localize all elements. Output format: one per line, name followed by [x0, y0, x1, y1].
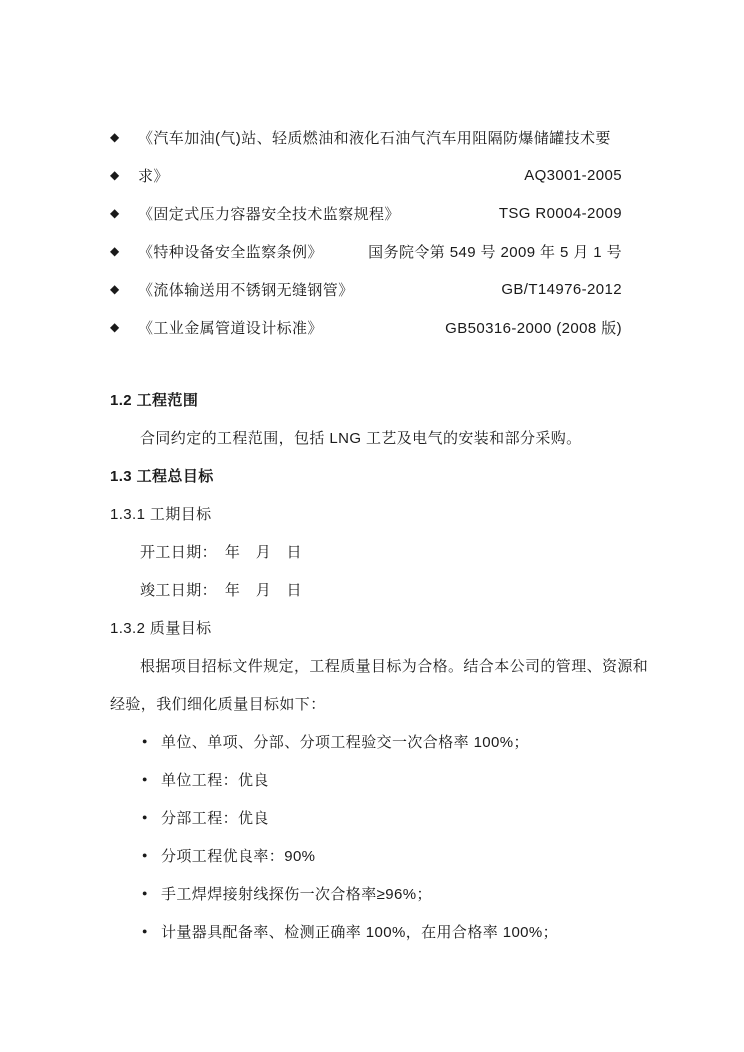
reference-item: [110, 156, 622, 194]
reference-item: [110, 194, 622, 232]
reference-title: 求》: [138, 167, 169, 185]
list-item: [110, 874, 622, 912]
quality-intro-line-1: 根据项目招标文件规定，工程质量目标为合格。结合本公司的管理、资源和: [140, 657, 649, 675]
list-item-text: 分项工程优良率：90%: [161, 847, 316, 865]
list-item-text: 单位、单项、分部、分项工程验交一次合格率 100%；: [161, 733, 529, 751]
dot-bullet-icon: ●: [142, 736, 148, 746]
quality-target-list: [110, 722, 622, 950]
reference-code: AQ3001-2005: [524, 166, 622, 184]
reference-item: [110, 118, 622, 156]
dot-bullet-icon: ●: [142, 888, 148, 898]
reference-code: GB50316-2000 (2008 版): [445, 319, 622, 337]
reference-title: 《固定式压力容器安全技术监察规程》: [138, 205, 400, 223]
list-item: [110, 836, 622, 874]
reference-title: 《流体输送用不锈钢无缝钢管》: [138, 281, 354, 299]
dot-bullet-icon: ●: [142, 774, 148, 784]
list-item: [110, 798, 622, 836]
section-heading-1-3: 1.3 工程总目标: [110, 467, 214, 485]
dot-bullet-icon: ●: [142, 850, 148, 860]
reference-code: 国务院令第 549 号 2009 年 5 月 1 号: [368, 243, 622, 261]
diamond-bullet-icon: ◆: [110, 206, 120, 220]
list-item-text: 手工焊焊接射线探伤一次合格率≥96%；: [161, 885, 432, 903]
dot-bullet-icon: ●: [142, 926, 148, 936]
diamond-bullet-icon: ◆: [110, 168, 120, 182]
reference-code: TSG R0004-2009: [498, 204, 622, 222]
diamond-bullet-icon: ◆: [110, 282, 120, 296]
diamond-bullet-icon: ◆: [110, 320, 120, 334]
section-heading-1-3-1: 1.3.1 工期目标: [110, 505, 212, 523]
reference-list: [110, 118, 622, 346]
finish-date-line: 竣工日期： 年 月 日: [140, 581, 302, 599]
reference-title: 《工业金属管道设计标准》: [138, 319, 323, 337]
section-heading-1-2: 1.2 工程范围: [110, 391, 199, 409]
section-1-2-paragraph: 合同约定的工程范围，包括 LNG 工艺及电气的安装和部分采购。: [140, 429, 582, 447]
quality-intro-line-2: 经验，我们细化质量目标如下：: [110, 695, 326, 713]
start-date-line: 开工日期： 年 月 日: [140, 543, 302, 561]
reference-item: [110, 308, 622, 346]
diamond-bullet-icon: ◆: [110, 130, 120, 144]
list-item-text: 分部工程：优良: [161, 809, 269, 827]
reference-code: GB/T14976-2012: [501, 280, 622, 298]
section-heading-1-3-2: 1.3.2 质量目标: [110, 619, 212, 637]
diamond-bullet-icon: ◆: [110, 244, 120, 258]
list-item-text: 单位工程：优良: [161, 771, 269, 789]
reference-item: [110, 270, 622, 308]
reference-title: 《汽车加油(气)站、轻质燃油和液化石油气汽车用阻隔防爆储罐技术要: [138, 129, 611, 147]
list-item-text: 计量器具配备率、检测正确率 100%，在用合格率 100%；: [161, 923, 559, 941]
list-item: [110, 722, 622, 760]
dot-bullet-icon: ●: [142, 812, 148, 822]
reference-item: [110, 232, 622, 270]
reference-title: 《特种设备安全监察条例》: [138, 243, 323, 261]
list-item: [110, 912, 622, 950]
list-item: [110, 760, 622, 798]
